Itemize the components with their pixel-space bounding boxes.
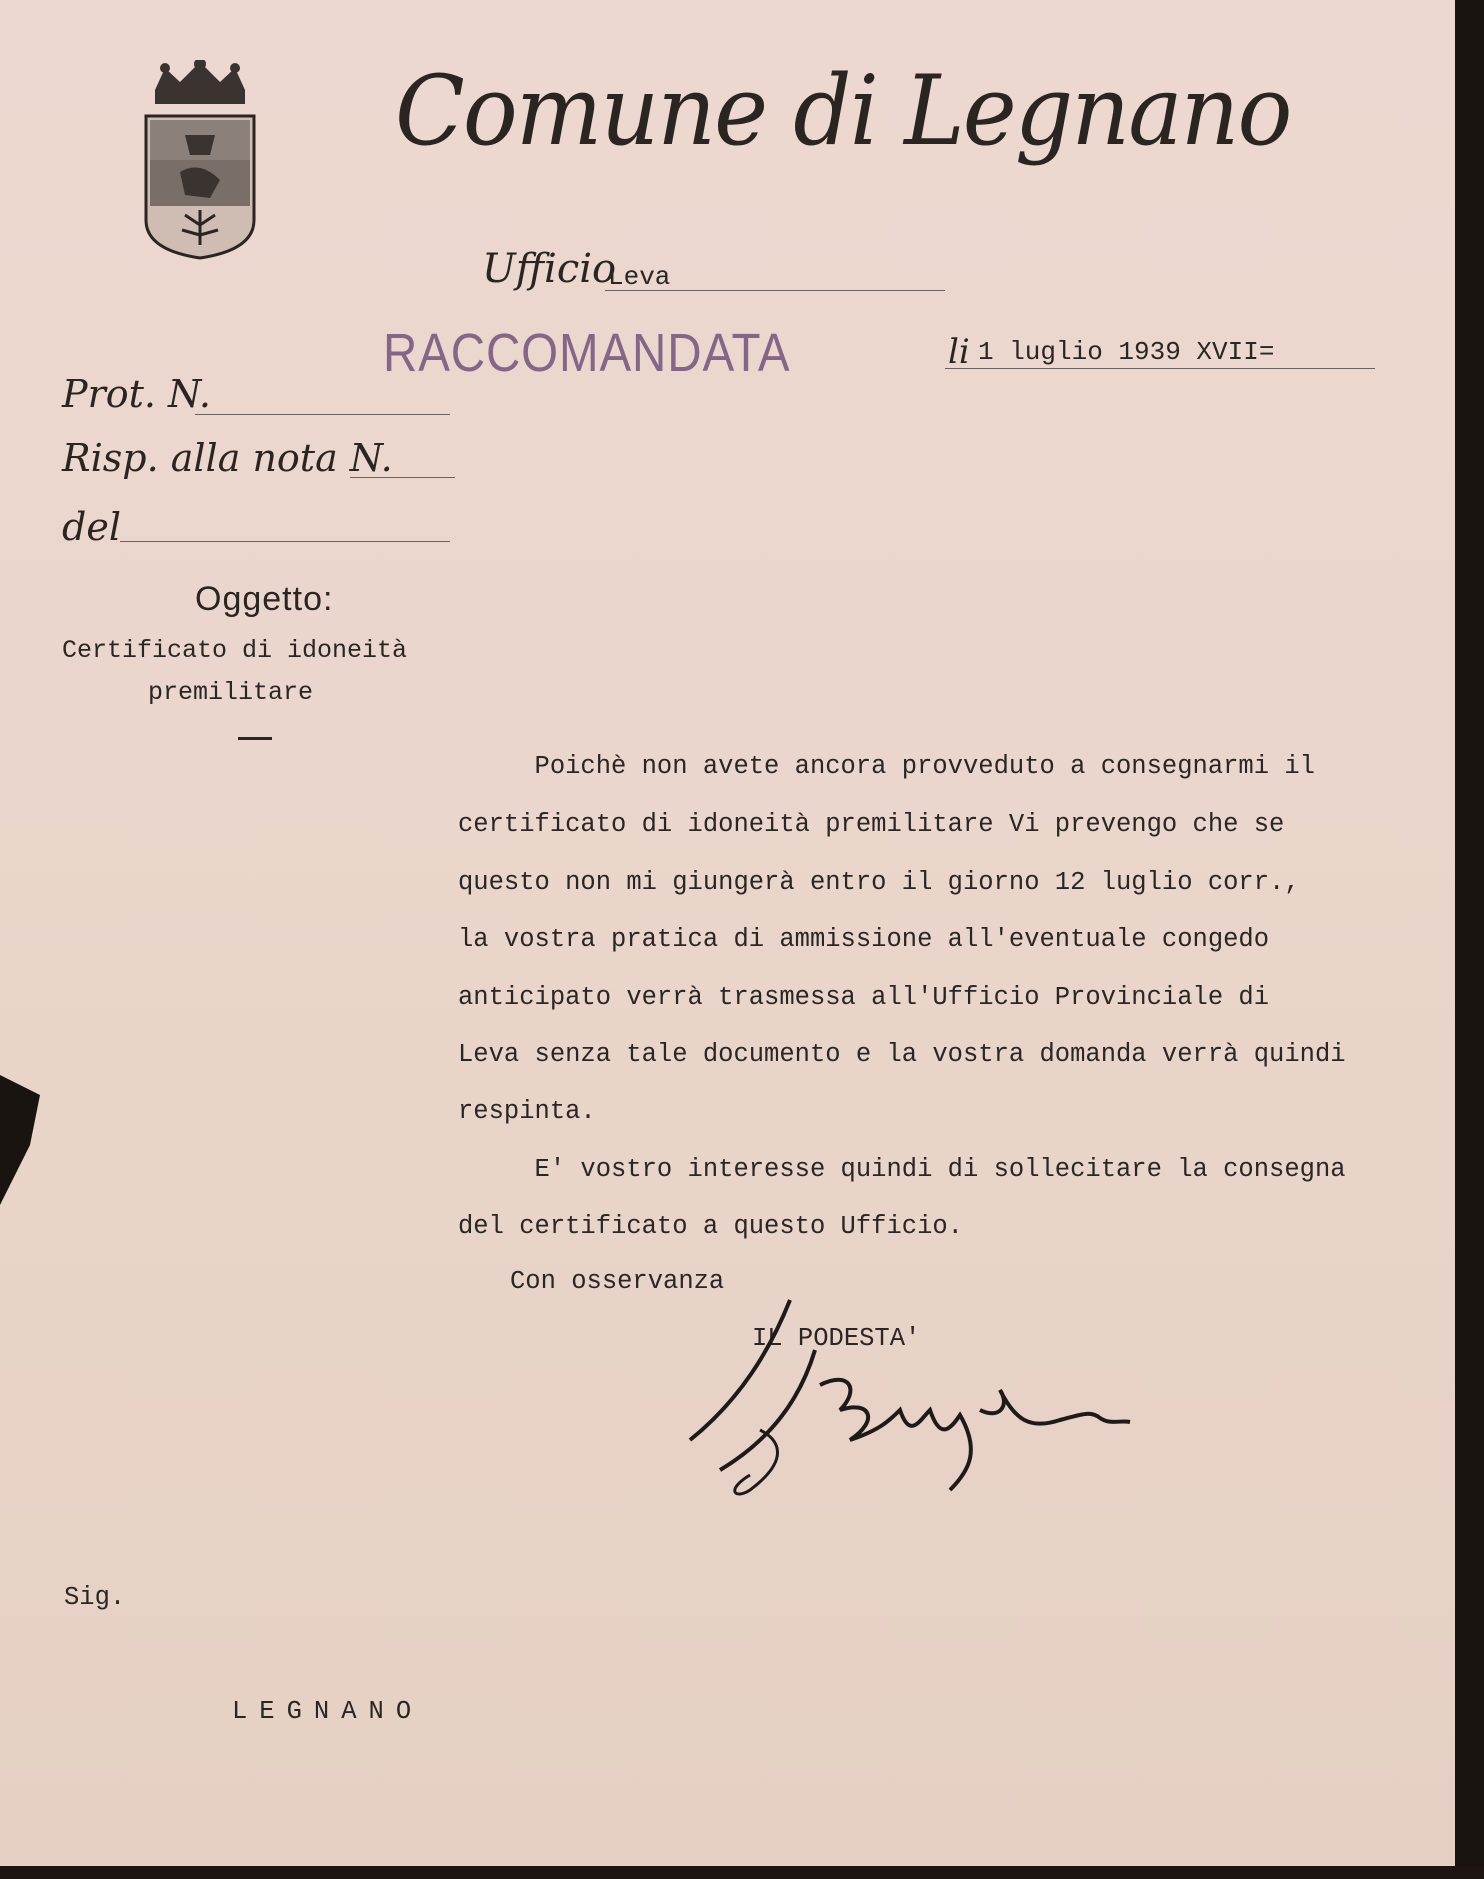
office-underline	[605, 290, 945, 291]
date-prefix-mark: li	[948, 332, 970, 372]
body-line: respinta.	[458, 1097, 596, 1126]
body-line: certificato di idoneità premilitare Vi prevengo che se	[458, 810, 1285, 839]
municipality-title: Comune di Legnano	[395, 55, 1291, 167]
closing-formula: Con osservanza	[510, 1267, 725, 1296]
body-line: questo non mi giungerà entro il giorno 12 luglio corr.,	[458, 868, 1300, 897]
subject-line-2: premilitare	[148, 678, 314, 707]
recipient-salutation: Sig.	[64, 1583, 126, 1612]
letter-date: 1 luglio 1939 XVII=	[978, 337, 1275, 367]
coat-of-arms-icon	[140, 60, 260, 260]
body-line: la vostra pratica di ammissione all'eventuale congedo	[458, 925, 1270, 954]
subject-separator	[238, 737, 272, 740]
torn-edge-mark	[0, 1075, 40, 1205]
subject-line-1: Certificato di idoneità	[62, 636, 408, 665]
reply-note-label: Risp. alla nota N.	[62, 436, 393, 480]
del-line	[120, 541, 450, 542]
reply-note-line	[350, 477, 455, 478]
body-line: del certificato a questo Ufficio.	[458, 1212, 963, 1241]
prot-line	[195, 414, 450, 415]
scan-background-edge	[1455, 0, 1484, 1879]
office-value: Leva	[608, 262, 671, 292]
scan-background-bottom	[0, 1866, 1484, 1879]
prot-label: Prot. N.	[62, 372, 211, 416]
signatory-title: IL PODESTA'	[752, 1324, 921, 1353]
date-underline	[945, 368, 1375, 369]
handwritten-signature	[680, 1290, 1200, 1510]
body-line: Leva senza tale documento e la vostra domanda verrà quindi	[458, 1040, 1346, 1069]
body-line: E' vostro interesse quindi di sollecitare la consegna	[458, 1155, 1346, 1184]
registered-mail-stamp: RACCOMANDATA	[383, 323, 791, 383]
subject-label: Oggetto:	[195, 580, 334, 618]
recipient-city: LEGNANO	[232, 1697, 424, 1726]
office-label: Ufficio	[482, 246, 617, 292]
body-line: Poichè non avete ancora provveduto a consegnarmi il	[458, 752, 1315, 781]
body-line: anticipato verrà trasmessa all'Ufficio Provinciale di	[458, 983, 1270, 1012]
del-label: del	[62, 505, 121, 549]
